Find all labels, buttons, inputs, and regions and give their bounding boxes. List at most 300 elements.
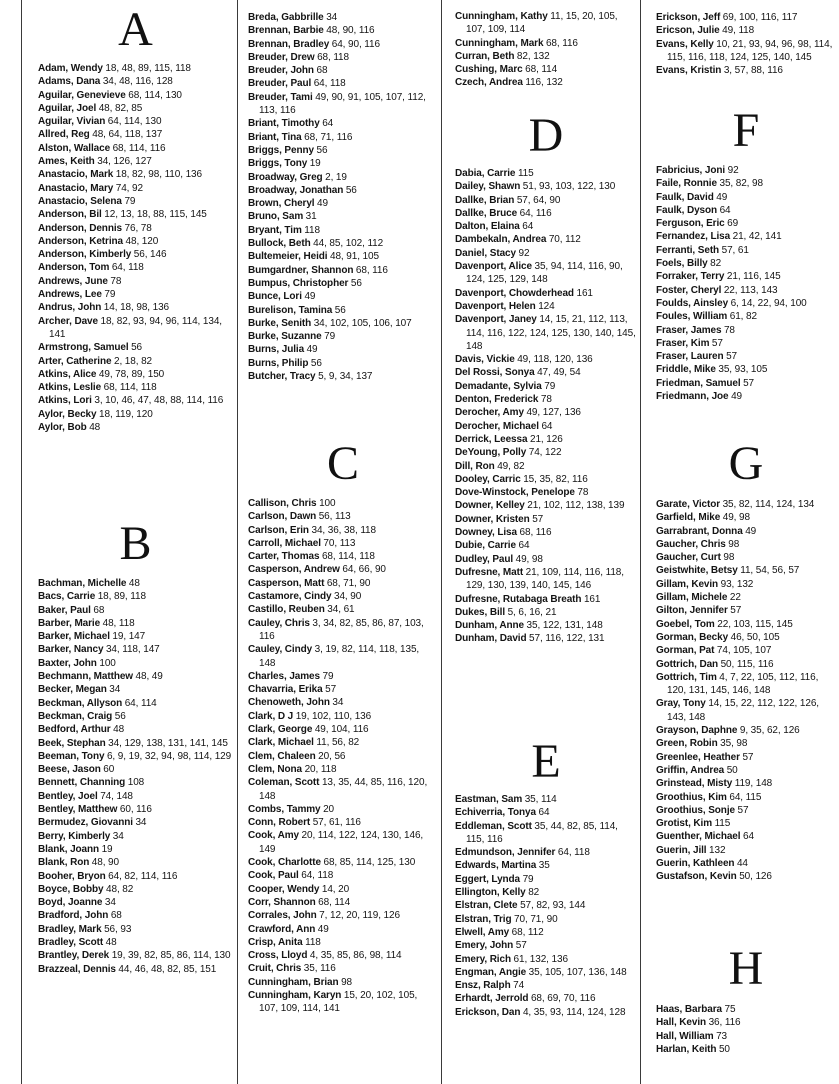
index-entry: [38, 843, 233, 856]
entry-pages: 64, 118: [557, 847, 590, 859]
index-entry: [248, 776, 438, 803]
index-entries: [656, 1003, 836, 1056]
entry-pages: 34, 36, 38, 118: [311, 524, 376, 536]
index-entry: [656, 11, 836, 24]
entry-pages: 21, 116, 145: [726, 271, 781, 283]
entry-pages: 108: [127, 777, 145, 789]
index-entry: [248, 524, 438, 537]
index-entry: [656, 764, 836, 777]
index-entry: [248, 357, 438, 370]
entry-pages: 35, 105, 107, 136, 148: [528, 966, 627, 978]
entry-name: Booher, Bryon: [38, 870, 106, 882]
entry-name: Aguilar, Joel: [38, 102, 97, 114]
entry-name: Dailey, Shawn: [455, 181, 521, 193]
entry-pages: 49, 118: [722, 25, 755, 37]
index-entry: [248, 117, 438, 130]
entry-name: Carlson, Erin: [248, 524, 309, 536]
entry-pages: 76, 78: [124, 222, 152, 234]
index-entry: [455, 194, 637, 207]
column-divider: [21, 0, 22, 1084]
entry-name: Butcher, Tracy: [248, 371, 316, 383]
entry-name: Bryant, Tim: [248, 224, 302, 236]
entry-pages: 48, 118: [102, 617, 135, 629]
entry-name: Bumgardner, Shannon: [248, 264, 354, 276]
entry-name: Del Rossi, Sonya: [455, 367, 535, 379]
index-entry: [656, 618, 836, 631]
entry-pages: 69: [727, 218, 739, 230]
entry-pages: 18, 48, 89, 115, 118: [105, 63, 191, 74]
index-entry: [38, 89, 233, 102]
index-entry: [248, 370, 438, 383]
entry-name: Arter, Catherine: [38, 355, 112, 367]
entry-name: Clark, Michael: [248, 737, 314, 749]
entry-pages: 68, 116: [545, 37, 578, 49]
entry-name: Brantley, Derek: [38, 950, 110, 962]
entry-name: Gottrich, Dan: [656, 658, 719, 670]
entry-pages: 2, 18, 82: [113, 355, 153, 367]
entry-name: Clark, George: [248, 724, 313, 736]
entry-name: Ensz, Ralph: [455, 980, 511, 992]
entry-pages: 49: [745, 525, 757, 537]
entry-pages: 118: [304, 224, 320, 236]
entry-pages: 49: [306, 344, 318, 356]
entry-name: Anastacio, Mark: [38, 169, 114, 181]
entry-name: Bradley, Mark: [38, 923, 102, 935]
entry-name: Clem, Chaleen: [248, 750, 316, 762]
entry-pages: 48: [128, 578, 140, 589]
entry-pages: 74, 105, 107: [716, 645, 772, 657]
entry-name: Haas, Barbara: [656, 1004, 722, 1015]
index-entry: [38, 381, 233, 394]
entry-pages: 64: [719, 204, 731, 216]
index-entry: [455, 180, 637, 193]
column-divider: [640, 0, 641, 1084]
entry-name: Andrews, Lee: [38, 289, 102, 301]
entry-name: Briant, Tina: [248, 131, 302, 143]
entry-pages: 57: [325, 684, 337, 696]
entry-name: Dalton, Elaina: [455, 221, 520, 233]
entry-pages: 57: [532, 513, 544, 525]
entry-pages: 74, 122: [528, 447, 562, 459]
index-entry: [38, 830, 233, 843]
entry-name: Downer, Kristen: [455, 513, 530, 525]
entry-pages: 3, 57, 88, 116: [723, 65, 783, 77]
entry-name: Berry, Kimberly: [38, 830, 111, 842]
entry-pages: 34, 129, 138, 131, 141, 145: [108, 737, 228, 749]
index-entry: [455, 992, 637, 1005]
entry-pages: 35, 82, 98: [719, 178, 763, 190]
entry-pages: 57: [737, 804, 749, 816]
index-entry: [38, 923, 233, 936]
entry-name: Barker, Nancy: [38, 644, 104, 656]
entry-name: Dudley, Paul: [455, 553, 514, 565]
index-entries: [455, 793, 637, 1019]
index-entry: [455, 420, 637, 433]
column-divider: [237, 0, 238, 1084]
entry-pages: 64, 90, 116: [331, 38, 380, 50]
entry-name: Burke, Senith: [248, 317, 312, 329]
entry-name: Bacs, Carrie: [38, 591, 96, 603]
entry-pages: 3, 19, 82, 114, 118, 135, 148: [259, 644, 420, 669]
entry-pages: 68, 114, 118: [321, 551, 375, 563]
entry-pages: 64: [322, 118, 334, 130]
entry-pages: 79: [104, 289, 116, 301]
entry-pages: 34: [135, 817, 147, 829]
entry-pages: 100: [319, 498, 336, 509]
index-entry: [38, 155, 233, 168]
entry-name: Eddleman, Scott: [455, 820, 532, 832]
index-entry: [656, 777, 836, 790]
entry-pages: 12, 13, 18, 88, 115, 145: [104, 209, 207, 221]
index-entry: [455, 526, 637, 539]
entry-pages: 115: [517, 168, 534, 179]
index-entry: [656, 857, 836, 870]
entry-pages: 64, 115: [729, 791, 762, 803]
entry-name: Bunce, Lori: [248, 291, 302, 303]
entry-name: Elwell, Amy: [455, 926, 510, 938]
index-entry: [38, 235, 233, 248]
index-entry: [656, 671, 836, 698]
index-entry: [455, 886, 637, 899]
entry-name: Gaucher, Chris: [656, 538, 726, 550]
entry-pages: 98: [728, 538, 740, 550]
index-entry: [38, 870, 233, 883]
index-entry: [38, 577, 233, 590]
entry-name: Fabricius, Joni: [656, 165, 726, 176]
entry-pages: 49, 118, 120, 136: [517, 354, 593, 366]
entry-name: Adam, Wendy: [38, 63, 103, 74]
entry-name: Foster, Cheryl: [656, 284, 722, 296]
entry-pages: 48, 90, 116: [326, 25, 375, 37]
entry-pages: 49: [317, 923, 329, 935]
entry-name: Czech, Andrea: [455, 77, 523, 89]
index-entry: [455, 846, 637, 859]
index-entry: [248, 91, 438, 118]
index-entry: [38, 394, 233, 407]
entry-name: Anderson, Dennis: [38, 222, 122, 234]
entry-pages: 64, 114: [124, 697, 157, 709]
index-entry: [656, 538, 836, 551]
entry-name: Cunningham, Brian: [248, 976, 339, 988]
entry-name: Cooper, Wendy: [248, 883, 320, 895]
section-letter-h: H: [728, 942, 764, 995]
index-entry: [38, 368, 233, 381]
entry-pages: 64, 118: [111, 262, 144, 274]
entry-pages: 68, 114, 130: [128, 89, 182, 101]
entry-pages: 68, 71, 116: [304, 131, 353, 143]
entry-pages: 21, 102, 112, 138, 139: [527, 500, 625, 512]
section-letter-b: B: [119, 517, 152, 570]
index-entry: [38, 355, 233, 368]
entry-pages: 34: [326, 12, 338, 23]
entry-pages: 48, 91, 105: [330, 251, 379, 263]
entry-pages: 10, 21, 93, 94, 96, 98, 114, 115, 116, 118, 124, 125, 140, 145: [667, 38, 833, 63]
entry-pages: 57: [515, 940, 527, 952]
index-entry: [248, 210, 438, 223]
entry-name: Cauley, Cindy: [248, 644, 313, 656]
index-entry: [455, 619, 637, 632]
entry-pages: 79: [322, 670, 334, 682]
index-entry: [38, 670, 233, 683]
entry-name: Cook, Paul: [248, 870, 299, 882]
entry-pages: 75: [724, 1004, 736, 1015]
index-entry: [455, 313, 637, 353]
entry-pages: 64: [541, 420, 553, 432]
index-entries: [455, 167, 637, 646]
entry-pages: 57, 64, 90: [516, 194, 561, 206]
entry-pages: 48: [113, 724, 125, 736]
entry-pages: 74: [513, 980, 525, 992]
index-entry: [38, 604, 233, 617]
index-entry: [38, 315, 233, 342]
index-entry: [455, 793, 637, 806]
index-entry: [455, 220, 637, 233]
entry-name: Brown, Cheryl: [248, 198, 315, 210]
entry-name: Downey, Lisa: [455, 527, 517, 539]
entry-pages: 119, 148: [734, 778, 773, 790]
index-entry: [656, 737, 836, 750]
index-entry: [38, 856, 233, 869]
entry-pages: 5, 6, 16, 21: [507, 606, 557, 618]
entry-pages: 57, 61: [721, 244, 749, 256]
entry-pages: 35: [538, 860, 550, 872]
entry-name: Engman, Angie: [455, 966, 527, 978]
entry-name: Dooley, Carric: [455, 473, 521, 485]
index-entry: [248, 51, 438, 64]
index-entry: [248, 171, 438, 184]
entry-name: Blank, Joann: [38, 843, 100, 855]
index-entry: [248, 64, 438, 77]
entry-pages: 48, 64, 118, 137: [92, 129, 163, 141]
entry-name: Bradley, Scott: [38, 937, 104, 949]
entry-name: Bermudez, Giovanni: [38, 817, 133, 829]
index-entry: [38, 248, 233, 261]
index-entry: [656, 164, 836, 177]
entry-name: Burns, Philip: [248, 357, 309, 369]
index-entry: [38, 222, 233, 235]
index-entry: [38, 261, 233, 274]
entry-name: Grinstead, Misty: [656, 778, 733, 790]
entry-pages: 35, 82, 114, 124, 134: [722, 499, 815, 510]
entry-name: Cook, Amy: [248, 830, 299, 842]
index-entries: [248, 497, 438, 1016]
index-entry: [248, 577, 438, 590]
entry-name: Derrick, Leessa: [455, 433, 528, 445]
index-entry: [656, 390, 836, 403]
index-entry: [656, 177, 836, 190]
entry-name: Emery, Rich: [455, 953, 511, 965]
entry-name: Davenport, Helen: [455, 300, 536, 312]
index-entry: [248, 909, 438, 922]
index-entry: [248, 856, 438, 869]
index-entry: [248, 803, 438, 816]
entry-pages: 68, 114, 118: [103, 382, 157, 394]
entry-name: Breuder, Drew: [248, 51, 315, 63]
entry-pages: 68, 114: [318, 896, 351, 908]
index-entry: [455, 486, 637, 499]
index-entry: [656, 791, 836, 804]
entry-name: Andrus, John: [38, 302, 102, 314]
index-entry: [455, 473, 637, 486]
entry-pages: 61, 132, 136: [513, 953, 568, 965]
entry-pages: 57: [730, 605, 742, 617]
entry-name: Dallke, Brian: [455, 194, 515, 206]
entry-name: Erickson, Jeff: [656, 12, 721, 23]
index-entry: [455, 859, 637, 872]
entry-name: Chenoweth, John: [248, 697, 330, 709]
entry-pages: 57, 82, 93, 144: [520, 900, 586, 912]
entry-name: Emery, John: [455, 940, 514, 952]
index-column-2: [248, 0, 438, 1084]
entry-name: Faile, Ronnie: [656, 178, 717, 190]
entry-pages: 2, 19: [325, 171, 347, 183]
index-entry: [455, 380, 637, 393]
index-entries: [455, 10, 637, 90]
index-entry: [455, 939, 637, 952]
entry-name: Gillam, Kevin: [656, 578, 719, 590]
index-entry: [38, 909, 233, 922]
entry-name: Bruno, Sam: [248, 211, 304, 223]
entry-name: Briggs, Penny: [248, 144, 314, 156]
entry-pages: 11, 54, 56, 57: [740, 565, 800, 577]
index-entry: [38, 723, 233, 736]
entry-pages: 98: [723, 552, 735, 564]
entry-pages: 22, 113, 143: [723, 284, 778, 296]
index-entry: [38, 816, 233, 829]
entry-pages: 68, 116: [519, 527, 552, 539]
entry-name: Baxter, John: [38, 657, 97, 669]
index-entry: [248, 949, 438, 962]
index-entry: [656, 1043, 836, 1056]
entry-name: Carroll, Michael: [248, 537, 321, 549]
entry-name: Chavarria, Erika: [248, 684, 323, 696]
entry-pages: 124: [538, 300, 555, 312]
entry-name: Eastman, Sam: [455, 794, 523, 805]
index-entry: [248, 550, 438, 563]
entry-pages: 11, 15, 20, 105, 107, 109, 114: [466, 11, 618, 36]
index-entry: [455, 366, 637, 379]
entry-name: Bullock, Beth: [248, 238, 311, 250]
index-entry: [455, 287, 637, 300]
entry-pages: 35, 44, 82, 85, 114, 115, 116: [466, 820, 618, 845]
index-entry: [248, 829, 438, 856]
entry-name: Anderson, Kimberly: [38, 249, 132, 261]
entry-pages: 48: [89, 422, 101, 434]
entry-name: Fernandez, Lisa: [656, 231, 731, 243]
entry-name: Garate, Victor: [656, 499, 721, 510]
index-entry: [38, 75, 233, 88]
entry-pages: 57, 116, 122, 131: [529, 633, 605, 645]
index-entry: [656, 591, 836, 604]
entry-name: Beckman, Craig: [38, 710, 113, 722]
entry-name: Derocher, Michael: [455, 420, 539, 432]
index-entry: [455, 606, 637, 619]
entry-name: Conn, Robert: [248, 817, 311, 829]
entry-name: Boyd, Joanne: [38, 897, 103, 909]
index-entry: [656, 551, 836, 564]
entry-name: Breuder, Paul: [248, 78, 312, 90]
entry-name: Crisp, Anita: [248, 936, 303, 948]
entry-name: Hall, William: [656, 1030, 714, 1042]
entry-name: DeYoung, Polly: [455, 447, 527, 459]
entry-name: Brennan, Barbie: [248, 25, 324, 37]
index-entry: [656, 377, 836, 390]
entry-pages: 21, 126: [530, 433, 563, 445]
entry-name: Edmundson, Jennifer: [455, 847, 556, 859]
index-entry: [656, 310, 836, 323]
entry-pages: 4, 35, 93, 114, 124, 128: [522, 1006, 626, 1018]
index-entry: [248, 869, 438, 882]
entry-pages: 79: [544, 380, 556, 392]
index-entry: [248, 277, 438, 290]
entry-pages: 6, 9, 19, 32, 94, 98, 114, 129: [106, 750, 232, 762]
index-entry: [455, 820, 637, 847]
entry-pages: 15, 35, 82, 116: [523, 473, 588, 485]
entry-pages: 22, 103, 115, 145: [717, 618, 793, 630]
entry-name: Derocher, Amy: [455, 407, 524, 419]
entry-name: Elstran, Trig: [455, 913, 512, 925]
index-entry: [248, 896, 438, 909]
entry-name: Forraker, Terry: [656, 271, 725, 283]
entry-name: Cunningham, Kathy: [455, 11, 548, 22]
entry-name: Armstrong, Samuel: [38, 342, 129, 354]
index-entry: [38, 590, 233, 603]
entry-pages: 56, 93: [104, 923, 132, 935]
entry-pages: 70, 113: [323, 537, 356, 549]
entry-pages: 68: [316, 65, 328, 77]
index-entry: [248, 696, 438, 709]
entry-name: Bedford, Arthur: [38, 724, 111, 736]
index-entry: [455, 233, 637, 246]
index-entry: [248, 989, 438, 1016]
entry-pages: 20, 56: [318, 750, 346, 762]
index-entry: [38, 750, 233, 763]
index-entry: [248, 537, 438, 550]
entry-name: Gorman, Becky: [656, 631, 729, 643]
entry-pages: 57, 61, 116: [312, 817, 361, 829]
index-entry: [248, 290, 438, 303]
entry-pages: 56: [350, 277, 362, 289]
index-entry: [455, 979, 637, 992]
index-entry: [38, 617, 233, 630]
section-letter-e: E: [531, 735, 561, 788]
index-entry: [656, 191, 836, 204]
entry-pages: 78: [540, 394, 552, 406]
entry-name: Cross, Lloyd: [248, 950, 308, 962]
entry-pages: 13, 35, 44, 85, 116, 120, 148: [259, 777, 428, 802]
index-entry: [38, 142, 233, 155]
entry-pages: 21, 109, 114, 116, 118, 129, 130, 139, 140, 145, 146: [466, 566, 624, 592]
index-entry: [656, 697, 836, 724]
entry-pages: 50, 115, 116: [720, 658, 774, 670]
entry-pages: 56: [131, 342, 143, 354]
entry-name: Aguilar, Vivian: [38, 116, 106, 128]
entry-pages: 20, 114, 122, 124, 130, 146, 149: [259, 830, 424, 855]
entry-pages: 35, 122, 131, 148: [526, 620, 603, 632]
index-entry: [455, 593, 637, 606]
index-entry: [248, 343, 438, 356]
index-entry: [38, 102, 233, 115]
entry-pages: 56: [310, 357, 322, 369]
index-entry: [248, 670, 438, 683]
index-entry: [248, 317, 438, 330]
entry-name: Burns, Julia: [248, 344, 305, 356]
entry-pages: 57: [726, 351, 738, 363]
entry-name: Anastacio, Mary: [38, 182, 114, 194]
index-entry: [38, 630, 233, 643]
index-entry: [455, 553, 637, 566]
index-entry: [656, 217, 836, 230]
